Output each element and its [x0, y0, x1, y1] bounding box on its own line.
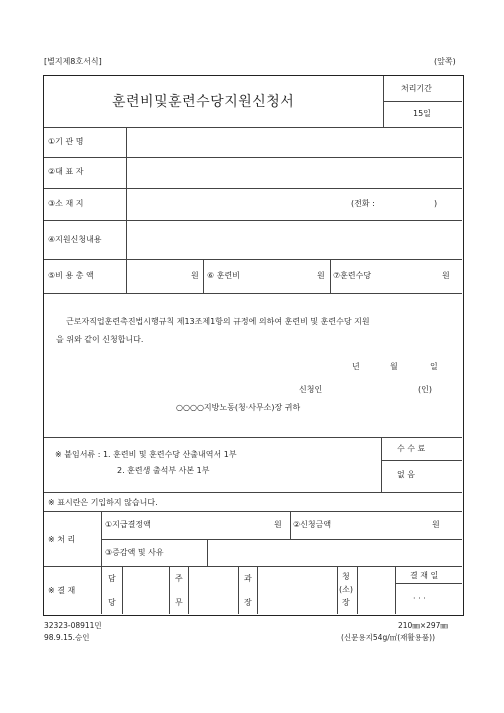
address-label: ③소 재 지 — [48, 199, 84, 208]
statement-line-2: 을 위와 같이 신청합니다. — [56, 335, 144, 344]
training-cost-label: ⑥ 훈련비 — [207, 271, 240, 280]
processing-period-value: 15일 — [413, 109, 431, 118]
phone-label: (전화 : — [351, 199, 375, 208]
phone-close: ) — [434, 199, 438, 208]
decided-amount-unit: 원 — [274, 520, 282, 529]
diff-reason-field[interactable] — [209, 541, 460, 564]
attachment-item-2: 2. 훈련생 출석부 사본 1부 — [117, 466, 210, 475]
representative-field[interactable] — [128, 159, 460, 186]
addressee: ○○○○지방노동(청·사무소)장 귀하 — [176, 403, 301, 412]
form-code: 32323-08911민 — [44, 621, 102, 630]
application-content-label: ④지원신청내용 — [48, 235, 102, 244]
page-side-label: (앞쪽) — [434, 57, 456, 66]
diff-reason-label: ③증감액 및 사유 — [105, 548, 164, 557]
total-cost-unit: 원 — [191, 271, 199, 280]
requested-amount-unit: 원 — [432, 520, 440, 529]
approval-col3-top: 과 — [244, 574, 252, 583]
seal-mark: (인) — [418, 385, 432, 394]
approval-date: 98.9.15.승인 — [44, 633, 90, 642]
approval-date-dots: · · · — [413, 594, 426, 603]
allowance-unit: 원 — [442, 271, 450, 280]
approval-col4-bottom: 장 — [342, 598, 350, 607]
phone-field[interactable] — [388, 192, 432, 216]
requested-amount-label: ②신청금액 — [293, 520, 332, 529]
paper-size: 210㎜×297㎜ — [398, 621, 448, 630]
fee-value: 없 음 — [397, 470, 415, 479]
applicant-label: 신청인 — [299, 385, 323, 394]
form-title: 훈련비및훈련수당지원신청서 — [112, 94, 295, 110]
date-year: 년 — [352, 362, 360, 371]
notice-text: ※ 표시란은 기입하지 않습니다. — [48, 498, 158, 507]
agency-label: ①기 관 명 — [48, 137, 84, 146]
training-cost-unit: 원 — [317, 271, 325, 280]
processing-period-label: 처리기간 — [401, 84, 432, 93]
application-content-field[interactable] — [128, 222, 460, 257]
approval-col1-top: 담 — [108, 574, 116, 583]
agency-field[interactable] — [128, 129, 460, 155]
form-number: [별지제8호서식] — [44, 57, 102, 66]
approval-col2-top: 주 — [175, 574, 183, 583]
approval-label: ※ 결 재 — [48, 586, 76, 595]
total-cost-label: ⑤비 용 총 액 — [48, 271, 94, 280]
approval-col3-bottom: 장 — [244, 598, 252, 607]
representative-label: ②대 표 자 — [48, 167, 84, 176]
approval-col1-bottom: 당 — [108, 598, 116, 607]
approval-col4-mid: (소) — [339, 585, 353, 594]
processing-label: ※ 처 리 — [48, 535, 76, 544]
fee-label: 수 수 료 — [397, 444, 426, 453]
approval-col2-bottom: 무 — [175, 598, 183, 607]
approval-col4-top: 청 — [342, 572, 350, 581]
date-day: 일 — [430, 362, 438, 371]
decided-amount-label: ①지급결정액 — [105, 520, 151, 529]
date-month: 월 — [390, 362, 398, 371]
approval-date-label: 결 재 일 — [410, 571, 439, 580]
address-field[interactable] — [128, 190, 348, 218]
allowance-label: ⑦훈련수당 — [333, 271, 372, 280]
paper-type: (신문용지54g/㎡(재활용품)) — [341, 633, 435, 642]
statement-line-1: 근로자직업훈련촉진법시행규칙 제13조제1항의 규정에 의하여 훈련비 및 훈련수당 지원 — [66, 317, 370, 326]
applicant-field[interactable] — [330, 380, 414, 398]
attachments-label: ※ 붙임서류 : 1. 훈련비 및 훈련수당 산출내역서 1부 — [55, 450, 237, 459]
